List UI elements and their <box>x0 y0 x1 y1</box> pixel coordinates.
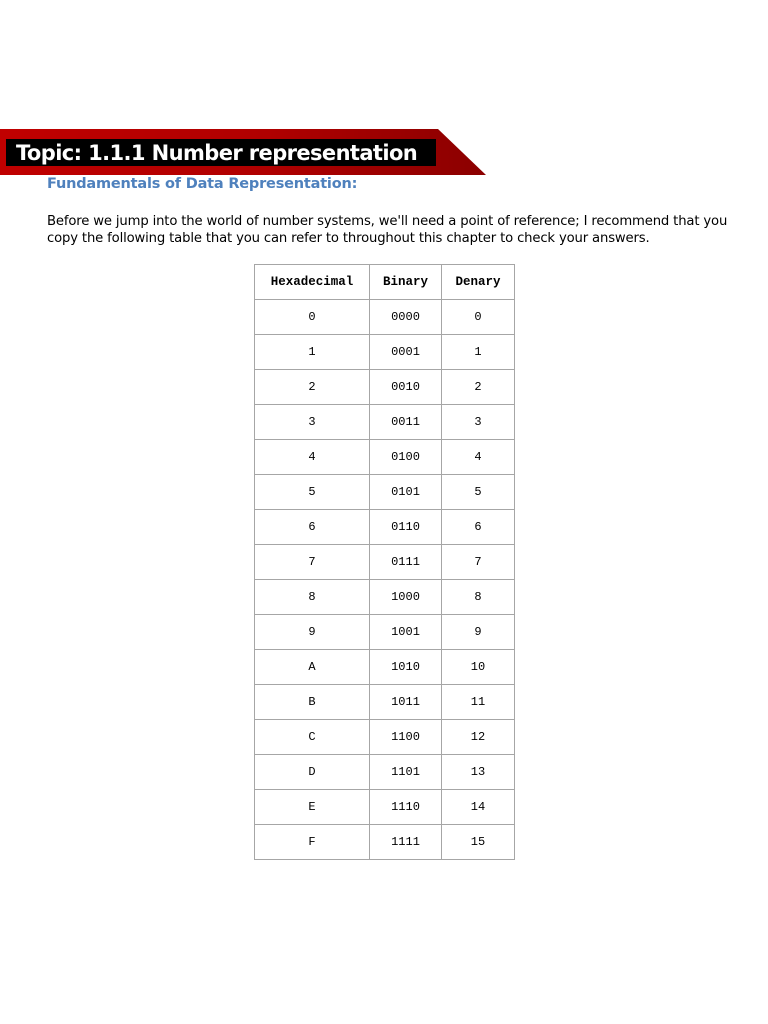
hex-cell: E <box>255 790 370 825</box>
section-heading: Fundamentals of Data Representation: <box>47 176 358 192</box>
denary-cell: 7 <box>442 545 515 580</box>
denary-cell: 12 <box>442 720 515 755</box>
table-row <box>255 300 515 335</box>
hex-cell: 6 <box>255 510 370 545</box>
table-row <box>255 440 515 475</box>
hex-cell: B <box>255 685 370 720</box>
hex-cell: 7 <box>255 545 370 580</box>
denary-cell: 15 <box>442 825 515 860</box>
hex-cell: F <box>255 825 370 860</box>
binary-cell: 1101 <box>370 755 442 790</box>
table-row <box>255 580 515 615</box>
table-header-row <box>255 265 515 300</box>
binary-cell: 1000 <box>370 580 442 615</box>
hex-cell: C <box>255 720 370 755</box>
binary-cell: 1100 <box>370 720 442 755</box>
number-reference-table <box>254 264 515 860</box>
table-row <box>255 790 515 825</box>
hex-cell: 3 <box>255 405 370 440</box>
header-binary: Binary <box>370 265 442 300</box>
denary-cell: 6 <box>442 510 515 545</box>
table-row <box>255 720 515 755</box>
header-denary: Denary <box>442 265 515 300</box>
binary-cell: 1111 <box>370 825 442 860</box>
hex-cell: 8 <box>255 580 370 615</box>
denary-cell: 3 <box>442 405 515 440</box>
binary-cell: 0101 <box>370 475 442 510</box>
denary-cell: 2 <box>442 370 515 405</box>
denary-cell: 13 <box>442 755 515 790</box>
binary-cell: 0111 <box>370 545 442 580</box>
page-title: Topic: 1.1.1 Number representation <box>16 140 418 165</box>
table-row <box>255 510 515 545</box>
table-row <box>255 755 515 790</box>
table-row <box>255 405 515 440</box>
binary-cell: 1001 <box>370 615 442 650</box>
denary-cell: 1 <box>442 335 515 370</box>
hex-cell: D <box>255 755 370 790</box>
intro-paragraph: Before we jump into the world of number systems, we'll need a point of reference; I recommend that you copy the following table that you can refer to throughout this chapter to check your answers. <box>47 214 728 246</box>
banner-title-box <box>6 139 436 166</box>
denary-cell: 4 <box>442 440 515 475</box>
denary-cell: 8 <box>442 580 515 615</box>
table-row <box>255 370 515 405</box>
hex-cell: 2 <box>255 370 370 405</box>
table-row <box>255 650 515 685</box>
topic-banner <box>0 129 486 175</box>
table-row <box>255 335 515 370</box>
denary-cell: 11 <box>442 685 515 720</box>
binary-cell: 0011 <box>370 405 442 440</box>
binary-cell: 0100 <box>370 440 442 475</box>
table-row <box>255 475 515 510</box>
binary-cell: 0110 <box>370 510 442 545</box>
denary-cell: 14 <box>442 790 515 825</box>
hex-cell: 0 <box>255 300 370 335</box>
table-row <box>255 685 515 720</box>
hex-cell: 5 <box>255 475 370 510</box>
table-row <box>255 545 515 580</box>
hex-cell: 9 <box>255 615 370 650</box>
binary-cell: 1011 <box>370 685 442 720</box>
binary-cell: 1010 <box>370 650 442 685</box>
header-hexadecimal: Hexadecimal <box>255 265 370 300</box>
binary-cell: 0000 <box>370 300 442 335</box>
denary-cell: 5 <box>442 475 515 510</box>
table-row <box>255 825 515 860</box>
denary-cell: 9 <box>442 615 515 650</box>
hex-cell: 1 <box>255 335 370 370</box>
binary-cell: 1110 <box>370 790 442 825</box>
hex-cell: 4 <box>255 440 370 475</box>
table-row <box>255 615 515 650</box>
denary-cell: 10 <box>442 650 515 685</box>
binary-cell: 0010 <box>370 370 442 405</box>
hex-cell: A <box>255 650 370 685</box>
binary-cell: 0001 <box>370 335 442 370</box>
denary-cell: 0 <box>442 300 515 335</box>
table-body <box>255 300 515 860</box>
